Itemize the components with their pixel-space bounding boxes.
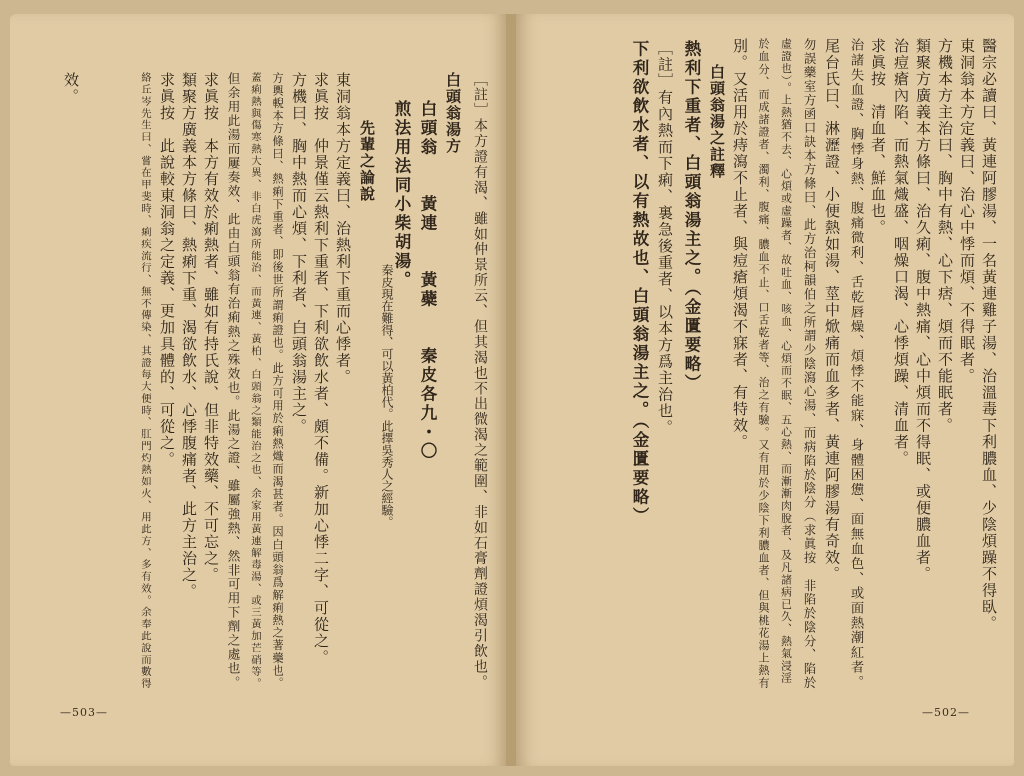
text-column: 求眞按 清血者、鮮血也。 (869, 38, 887, 236)
text-column: 方輿輗本方條曰、熱痢下重者、即後世所謂痢證也。此方可用於痢熱熾而渴甚者。因白頭翁爲解痢熱之著藥也。 (271, 72, 284, 690)
text-column: 方機本方主治曰、胸中有熱、心下痞、煩而不能眠者。 (936, 38, 954, 434)
text-column: 求眞按 仲景僅云熱利下重者、下利欲飲水者、頗不備。新加心悸二字、可從之。 (312, 72, 330, 666)
text-column: 東洞翁本方定義曰、治熱利下重而心悸者。 (334, 72, 352, 386)
text-column: 效。 (62, 72, 80, 105)
text-column: 類聚方廣義本方條曰、治久痢、腹中熱痛、心中煩而不得眠、或便膿血者。 (914, 38, 932, 583)
text-column: 虛證也）。上熱猶不去、心煩或虛躁者、故吐血、咳血、心煩而不眠、五心熱、而漸漸肉脫者、及凡諸病已久、熱氣浸淫 (780, 38, 793, 685)
text-column: 求眞按 本方有效於痢熱者、雖如有持氏說、但非特效藥、不可忘之。 (202, 72, 220, 584)
text-column: 類聚方廣義本方條曰、熱痢下重、渴欲飲水、心悸腹痛者、此方主治之。 (180, 72, 198, 600)
annotation-note: 秦皮現在難得、可以黃柏代。此擇吳秀人之經驗。 (380, 264, 394, 528)
text-column: 東洞翁本方定義曰、治心中悸而煩、不得眠者。 (958, 38, 976, 385)
section-heading: 先輩之論說 (358, 120, 376, 203)
text-column: 治痘瘡內陷、而熱氣熾盛、咽燥口渴、心悸煩躁、清血者。 (892, 38, 910, 467)
section-heading: 白頭翁湯方 (444, 72, 462, 155)
text-column: 醫宗必讀曰、黃連阿膠湯、一名黃連雞子湯、治溫毒下利膿血、少陰煩躁不得臥。 (980, 38, 998, 632)
page-number: —502— (922, 706, 970, 719)
text-column: 別。又活用於痔瀉不止者、與痘瘡煩渴不寐者、有特效。 (731, 38, 749, 451)
text-column: 勿誤藥室方函口訣本方條曰、此方治柯韻伯之所謂少陰瀉心湯、而病陷於陰分（求眞按 非陷於陰分、陷於 (802, 38, 816, 690)
page-number: —503— (60, 706, 108, 719)
gutter (506, 14, 516, 766)
section-heading: 白頭翁湯之註釋 (708, 64, 726, 180)
text-column: 但余用此湯而屢奏效、此由白頭翁有治痢熱之殊效也。此湯之證、雖屬強熱、然非可用下劑之處也。 (226, 72, 241, 690)
text-column: 絡丘岑先生曰、嘗在甲斐時、痢疾流行、無不傳染、其證每大便時、肛門灼熱如火、用此方、多有效。余奉此說而數得 (139, 72, 151, 690)
text-column: 方機曰、胸中熱而心煩、下利者、白頭翁湯主之。 (290, 72, 308, 435)
text-column: 下利欲飲水者、以有熱故也、白頭翁湯主之。（金匱要略） (630, 40, 649, 526)
text-column: 於血分、而成諸證者、濁利、腹痛、膿血不止、口舌乾者等、治之有驗。又有用於少陰下利膿血者、但與桃花湯上熱有 (757, 38, 770, 690)
text-column: 煎法用法同小柴胡湯。 (392, 100, 411, 290)
text-column: 蓋痢熱與傷寒熱大異、非白虎瀉所能治、而黃連、黃柏、白頭翁之類能治之也、余家用黃連解毒湯、或三黃加芒硝等。 (249, 72, 261, 690)
text-column: 熱利下重者、白頭翁湯主之。（金匱要略） (682, 40, 701, 393)
text-column: 求眞按 此說較東洞翁之定義、更加具體的、可從之。 (158, 72, 176, 468)
text-column: 治諸失血證、胸悸身熱、腹痛微利、舌乾唇燥、煩悸不能寐、身體困憊、面無血色、或面熱潮紅者。 (848, 38, 863, 690)
left-page (10, 14, 506, 766)
right-page (516, 14, 1014, 766)
text-column: ［註］有內熱而下痢、裏急後重者、以本方爲主治也。 (656, 40, 674, 436)
formula-line: 白頭翁 黃連 黃蘗 秦皮各九・〇 (418, 100, 437, 461)
text-column: 尾台氏曰、淋瀝證、小便熱如湯、莖中焮痛而血多者、黃連阿膠湯有奇效。 (823, 38, 841, 583)
text-column: ［註］本方證有渴、雖如仲景所云、但其渴也不出微渴之範圍、非如石膏劑證煩渴引飲也。 (471, 72, 487, 690)
